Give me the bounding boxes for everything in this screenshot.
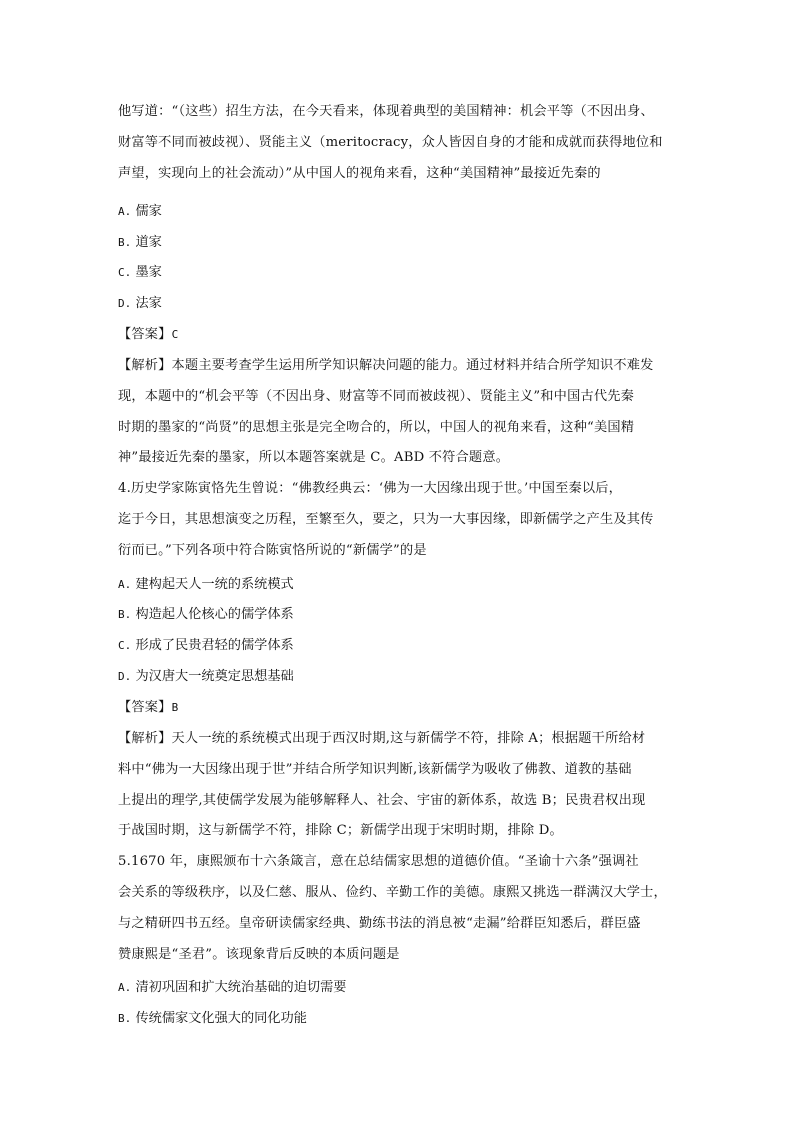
option-letter: D. [118, 670, 132, 683]
q3-stem-line-1: 他写道：“（这些）招生方法，在今天看来，体现着典型的美国精神：机会平等（不因出身、 [118, 104, 654, 119]
q4-option-d [118, 668, 294, 686]
q3-analysis-line-3: 时期的墨家的“尚贤”的思想主张是完全吻合的，所以，中国人的视角来看，这种“美国精 [118, 420, 635, 435]
option-text: 法家 [135, 296, 162, 311]
q3-option-d [118, 295, 162, 313]
option-text: 儒家 [135, 204, 162, 219]
option-letter: D. [118, 297, 132, 310]
option-text: 传统儒家文化强大的同化功能 [135, 1011, 307, 1026]
q5-option-b [118, 1010, 307, 1028]
answer-value: C [171, 328, 179, 341]
option-letter: C. [118, 639, 132, 652]
answer-label: 【答案】 [118, 327, 172, 342]
q4-option-a [118, 576, 294, 594]
q3-option-c [118, 264, 162, 282]
q5-option-a [118, 979, 346, 997]
option-letter: A. [118, 981, 132, 994]
option-letter: B. [118, 1012, 132, 1025]
option-letter: C. [118, 266, 132, 279]
q4-stem-line-2: 迄于今日，其思想演变之历程，至繁至久，要之，只为一大事因缘，即新儒学之产生及其传 [118, 512, 654, 527]
option-text: 墨家 [135, 265, 162, 280]
option-letter: A. [118, 578, 132, 591]
q5-stem-line-1: 5.1670 年，康熙颁布十六条箴言，意在总结儒家思想的道德价值。“圣谕十六条”强调社 [118, 854, 639, 869]
option-letter: B. [118, 608, 132, 621]
q4-answer [118, 699, 678, 717]
option-text: 形成了民贵君轻的儒学体系 [135, 638, 294, 653]
answer-label: 【答案】 [118, 700, 172, 715]
option-letter: B. [118, 236, 132, 249]
q4-analysis-line-4: 于战国时期，这与新儒学不符，排除 C；新儒学出现于宋明时期，排除 D。 [118, 823, 563, 838]
option-text: 建构起天人一统的系统模式 [135, 577, 294, 592]
option-text: 道家 [135, 235, 162, 250]
q4-stem-line-3: 衍而已。”下列各项中符合陈寅恪所说的“新儒学”的是 [118, 543, 427, 558]
option-letter: A. [118, 205, 132, 218]
q3-analysis-line-2: 现，本题中的“机会平等（不因出身、财富等不同而被歧视）、贤能主义”和中国古代先秦 [118, 389, 635, 404]
q3-answer [118, 326, 678, 344]
q3-stem-line-2: 财富等不同而被歧视）、贤能主义（meritocracy，众人皆因自身的才能和成就而获得地位和 [118, 135, 663, 150]
q4-analysis-line-3: 上提出的理学,其使儒学发展为能够解释人、社会、宇宙的新体系，故选 B；民贵君权出现 [118, 793, 646, 808]
q3-analysis-line-1: 【解析】本题主要考查学生运用所学知识解决问题的能力。通过材料并结合所学知识不难发 [118, 358, 654, 373]
answer-value: B [171, 701, 179, 714]
option-text: 清初巩固和扩大统治基础的迫切需要 [135, 980, 347, 995]
q4-option-b [118, 606, 294, 624]
q5-stem-line-3: 与之精研四书五经。皇帝研读儒家经典、勤练书法的消息被“走漏”给群臣知悉后，群臣盛 [118, 916, 641, 931]
option-text: 构造起人伦核心的儒学体系 [135, 607, 294, 622]
q5-stem-line-2: 会关系的等级秩序，以及仁慈、服从、俭约、辛勤工作的美德。康熙又挑选一群满汉大学士， [118, 885, 667, 900]
q3-stem-line-3: 声望，实现向上的社会流动）”从中国人的视角来看，这种“美国精神”最接近先秦的 [118, 166, 601, 181]
q4-stem-line-1: 4.历史学家陈寅恪先生曾说：“佛教经典云：‘佛为一大因缘出现于世。’中国至秦以后， [118, 481, 623, 496]
q3-option-b [118, 234, 162, 252]
option-text: 为汉唐大一统奠定思想基础 [135, 669, 294, 684]
q5-stem-line-4: 赞康熙是“圣君”。该现象背后反映的本质问题是 [118, 947, 400, 962]
q4-analysis-line-1: 【解析】天人一统的系统模式出现于西汉时期,这与新儒学不符，排除 A；根据题干所给材 [118, 731, 646, 746]
q4-option-c [118, 637, 294, 655]
q3-analysis-line-4: 神”最接近先秦的墨家，所以本题答案就是 C。ABD 不符合题意。 [118, 450, 510, 465]
q4-analysis-line-2: 料中“佛为一大因缘出现于世”并结合所学知识判断,该新儒学为吸收了佛教、道教的基础 [118, 762, 632, 777]
q3-option-a [118, 203, 162, 221]
